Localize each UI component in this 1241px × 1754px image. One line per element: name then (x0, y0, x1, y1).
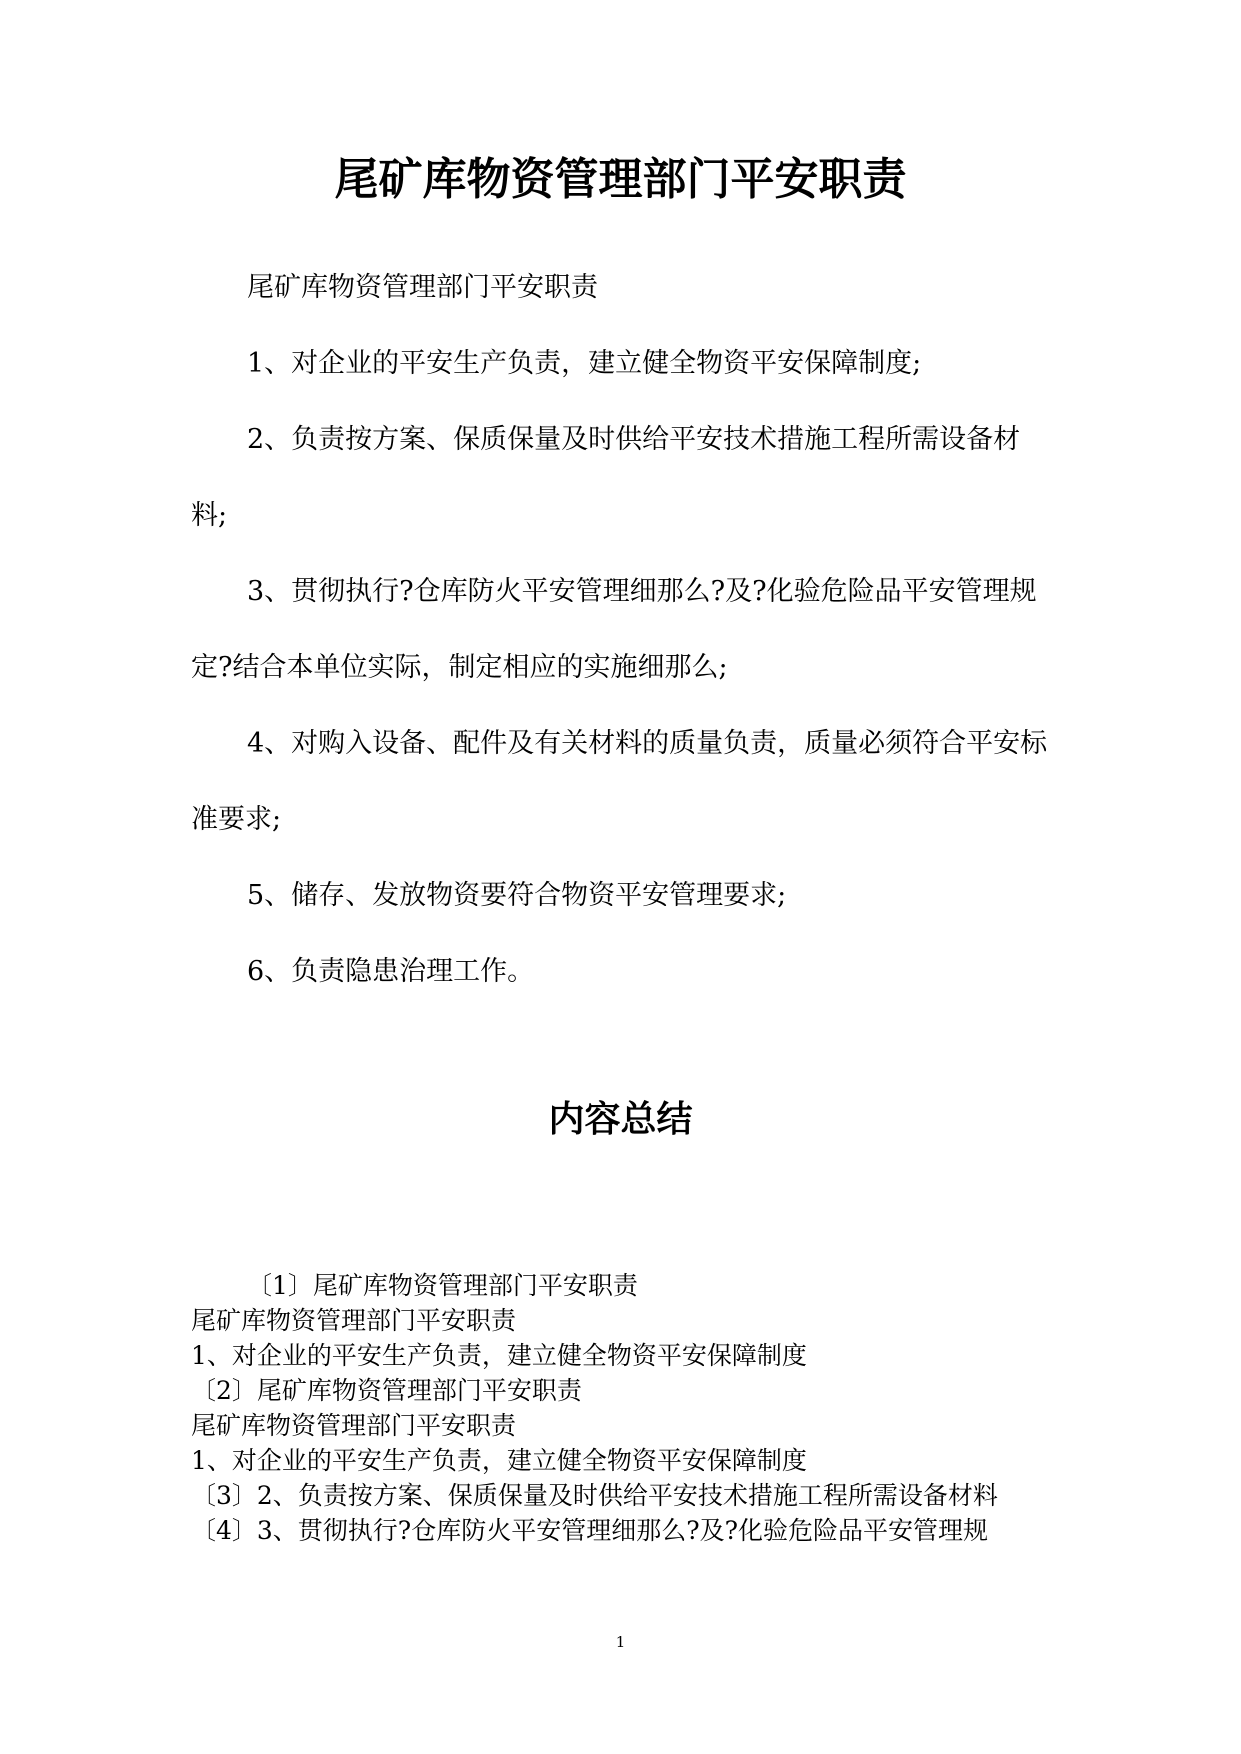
body-paragraph: 2、负责按方案、保质保量及时供给平安技术措施工程所需设备材料; (191, 424, 1021, 531)
summary-line: 尾矿库物资管理部门平安职责 (191, 1306, 517, 1335)
document-title: 尾矿库物资管理部门平安职责 (334, 154, 907, 205)
summary-heading: 内容总结 (548, 1099, 693, 1140)
body-paragraph: 4、对购入设备、配件及有关材料的质量负责，质量必须符合平安标准要求; (191, 728, 1048, 835)
body-paragraph: 3、贯彻执行?仓库防火平安管理细那么?及?化验危险品平安管理规定?结合本单位实际，制定相应的实施细那么; (191, 576, 1037, 683)
summary-line: 1、对企业的平安生产负责，建立健全物资平安保障制度 (191, 1446, 807, 1475)
summary-list (191, 1268, 1051, 1548)
summary-line: 〔3〕2、负责按方案、保质保量及时供给平安技术措施工程所需设备材料 (191, 1481, 998, 1510)
body-paragraph: 尾矿库物资管理部门平安职责 (247, 272, 598, 303)
page-number: 1 (615, 1633, 626, 1651)
summary-line: 尾矿库物资管理部门平安职责 (191, 1411, 517, 1440)
summary-line: 1、对企业的平安生产负责，建立健全物资平安保障制度 (191, 1341, 807, 1370)
document-body (191, 250, 1051, 1010)
summary-line: 〔4〕3、贯彻执行?仓库防火平安管理细那么?及?化验危险品平安管理规 (191, 1516, 989, 1545)
summary-line: 〔2〕尾矿库物资管理部门平安职责 (191, 1376, 582, 1405)
summary-line: 〔1〕尾矿库物资管理部门平安职责 (247, 1271, 638, 1300)
body-paragraph: 6、负责隐患治理工作。 (247, 956, 535, 987)
body-paragraph: 1、对企业的平安生产负责，建立健全物资平安保障制度; (247, 348, 922, 379)
body-paragraph: 5、储存、发放物资要符合物资平安管理要求; (247, 880, 787, 911)
